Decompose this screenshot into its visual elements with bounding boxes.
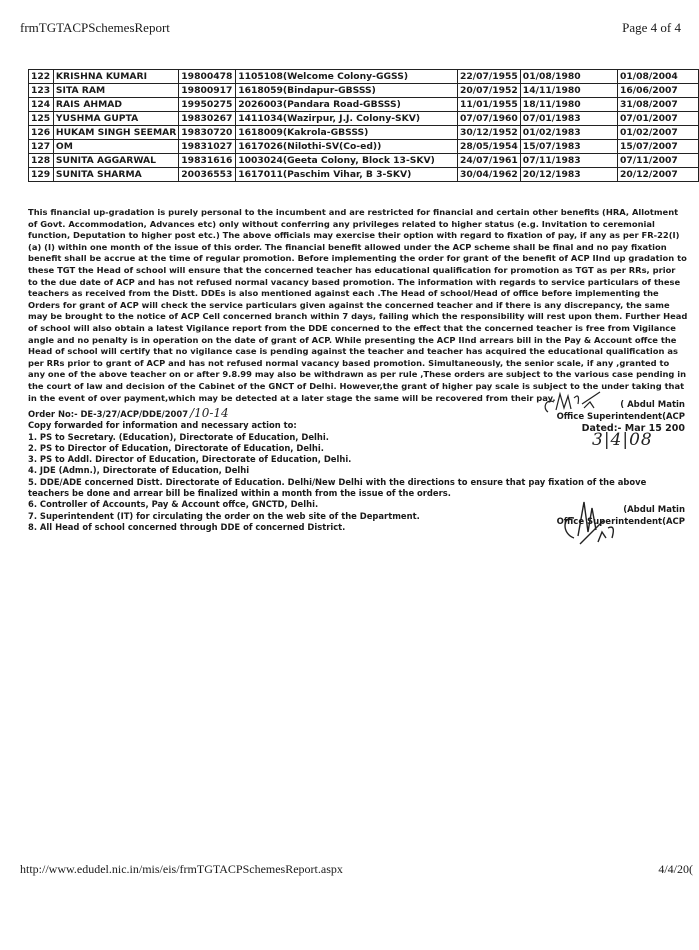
- serial-cell: 123: [29, 84, 54, 98]
- name-cell: YUSHMA GUPTA: [53, 112, 178, 126]
- name-cell: SUNITA SHARMA: [53, 168, 178, 182]
- joining-date-cell: 20/12/1983: [520, 168, 617, 182]
- dated-line: Dated:- Mar 15 200: [581, 423, 685, 434]
- acp-date-cell: 15/07/2007: [617, 140, 698, 154]
- distribution-item-4: 4. JDE (Admn.), Directorate of Education, Delhi: [28, 465, 250, 476]
- acp-date-cell: 01/08/2004: [617, 70, 698, 84]
- joining-date-cell: 01/02/1983: [520, 126, 617, 140]
- teacher-table: [28, 69, 699, 182]
- distribution-item-8: 8. All Head of school concerned through DDE of concerned District.: [28, 521, 346, 532]
- table-row: [29, 98, 699, 112]
- distribution-item-1: 1. PS to Secretary. (Education), Directorate of Education, Delhi.: [28, 431, 329, 442]
- serial-cell: 128: [29, 154, 54, 168]
- school-cell: 1617011(Paschim Vihar, B 3-SKV): [236, 168, 458, 182]
- joining-date-cell: 07/01/1983: [520, 112, 617, 126]
- employee-id-cell: 19830720: [179, 126, 236, 140]
- dob-cell: 24/07/1961: [457, 154, 520, 168]
- name-cell: KRISHNA KUMARI: [53, 70, 178, 84]
- distribution-item-5: 5. DDE/ADE concerned Distt. Directorate of Education. Delhi/New Delhi with the directions to ensure that pay fixation of the above teachers be done and arrear bill be finalized within a month from the issue of the orders.: [28, 476, 647, 499]
- joining-date-cell: 01/08/1980: [520, 70, 617, 84]
- handwritten-order-suffix: /10-14: [190, 406, 229, 420]
- school-cell: 1618059(Bindapur-GBSSS): [236, 84, 458, 98]
- dob-cell: 20/07/1952: [457, 84, 520, 98]
- name-cell: HUKAM SINGH SEEMAR: [53, 126, 178, 140]
- signatory-title: Office Superintendent(ACP: [556, 516, 685, 527]
- signature-block-2: [557, 505, 685, 528]
- table-row: [29, 168, 699, 182]
- employee-id-cell: 19831616: [179, 154, 236, 168]
- page-indicator: Page 4 of 4: [622, 20, 681, 35]
- acp-date-cell: 01/02/2007: [617, 126, 698, 140]
- table-row: [29, 70, 699, 84]
- school-cell: 1617026(Nilothi-SV(Co-ed)): [236, 140, 458, 154]
- signatory-name: (Abdul Matin: [623, 505, 685, 515]
- employee-id-cell: 19800478: [179, 70, 236, 84]
- distribution-item-2: 2. PS to Director of Education, Directorate of Education, Delhi.: [28, 442, 324, 453]
- name-cell: OM: [53, 140, 178, 154]
- distribution-item-7: 7. Superintendent (IT) for circulating the order on the web site of the Department.: [28, 510, 420, 521]
- report-title: frmTGTACPSchemesReport: [20, 20, 170, 35]
- dob-cell: 11/01/1955: [457, 98, 520, 112]
- acp-date-cell: 16/06/2007: [617, 84, 698, 98]
- name-cell: SUNITA AGGARWAL: [53, 154, 178, 168]
- school-cell: 1618009(Kakrola-GBSSS): [236, 126, 458, 140]
- joining-date-cell: 07/11/1983: [520, 154, 617, 168]
- table-row: [29, 140, 699, 154]
- serial-cell: 124: [29, 98, 54, 112]
- signatory-title: Office Superintendent(ACP: [556, 411, 685, 422]
- table-row: [29, 112, 699, 126]
- name-cell: SITA RAM: [53, 84, 178, 98]
- dob-cell: 22/07/1955: [457, 70, 520, 84]
- signatory-name: ( Abdul Matin: [620, 400, 685, 410]
- serial-cell: 129: [29, 168, 54, 182]
- acp-date-cell: 20/12/2007: [617, 168, 698, 182]
- order-number: Order No:- DE-3/27/ACP/DDE/2007: [28, 409, 189, 419]
- dob-cell: 30/04/1962: [457, 168, 520, 182]
- dob-cell: 30/12/1952: [457, 126, 520, 140]
- copy-forwarded-line: Copy forwarded for information and necessary action to:: [28, 420, 297, 431]
- employee-id-cell: 19800917: [179, 84, 236, 98]
- footer-date: 4/4/20(: [658, 862, 693, 876]
- employee-id-cell: 19950275: [179, 98, 236, 112]
- school-cell: 1105108(Welcome Colony-GGSS): [236, 70, 458, 84]
- joining-date-cell: 14/11/1980: [520, 84, 617, 98]
- serial-cell: 125: [29, 112, 54, 126]
- name-cell: RAIS AHMAD: [53, 98, 178, 112]
- handwritten-date: 3|4|08: [592, 430, 653, 450]
- distribution-item-3: 3. PS to Addl. Director of Education, Directorate of Education, Delhi.: [28, 454, 352, 465]
- acp-date-cell: 07/11/2007: [617, 154, 698, 168]
- serial-cell: 126: [29, 126, 54, 140]
- footer-url: http://www.edudel.nic.in/mis/eis/frmTGTACPSchemesReport.aspx: [20, 862, 343, 876]
- school-cell: 2026003(Pandara Road-GBSSS): [236, 98, 458, 112]
- serial-cell: 127: [29, 140, 54, 154]
- table-row: [29, 84, 699, 98]
- school-cell: 1003024(Geeta Colony, Block 13-SKV): [236, 154, 458, 168]
- joining-date-cell: 15/07/1983: [520, 140, 617, 154]
- acp-date-cell: 07/01/2007: [617, 112, 698, 126]
- dob-cell: 07/07/1960: [457, 112, 520, 126]
- joining-date-cell: 18/11/1980: [520, 98, 617, 112]
- table-row: [29, 154, 699, 168]
- serial-cell: 122: [29, 70, 54, 84]
- employee-id-cell: 19831027: [179, 140, 236, 154]
- employee-id-cell: 20036553: [179, 168, 236, 182]
- school-cell: 1411034(Wazirpur, J.J. Colony-SKV): [236, 112, 458, 126]
- dob-cell: 28/05/1954: [457, 140, 520, 154]
- terms-paragraph: This financial up-gradation is purely personal to the incumbent and are restricted for financial and certain other benefits (HRA, Allotment of Govt. Accommodation, Advances etc) only without conferring any privileges related to higher status (e.g. Invitation to ceremonial function, Deputation to higher post etc.) The above officials may exercise their option with regard to fixation of pay, if any as per FR-22(I) (a) (I) within one month of the issue of this order. The financial benefit allowed under the ACP scheme shall be final and no pay fixation benefit shall be accrue at the time of regular promotion. Before implementing the order for grant of the benefit of ACP IInd up gradation to these TGT the Head of school will ensure that the concerned teacher has educational qualification for promotion as TGT as per RRs, prior to the due date of ACP and has not refused normal vacancy based promotion. The information with regards to service particulars of these teachers as received from the Distt. DDEs is also mentioned against each .The Head of school/Head of office before implementing the Orders for grant of ACP will check the service particulars given against the concerned teacher and if there is any discrepancy, the same may be brought to the notice of ACP Cell concerned branch within 7 days, failing which the responsibility will rest upon them. Further Head of school will also obtain a latest Vigilance report from the DDE concerned to the effect that the concerned teacher is free from Vigilance angle and no penalty is in operation on the date of grant of ACP. While presenting the ACP IInd arrears bill in the Pay & Account offce the Head of school will certify that no vigilance case is pending against the teacher and teacher has acquired the educational qualification as per RRs prior to grant of ACP and has not refused normal vacancy based promotion. Simultaneously, the senior scale, if any ,granted to any one of the above teacher on or after 9.8.99 may also be withdrawn as per rule ,These orders are subject to the various case pending in the court of law and decision of the Cabinet of the GNCT of Delhi. However,the grant of higher pay scale is subject to the under taking that in the event of over payment,which may be detected at a later stage the same will be recovered from their pay.: [28, 207, 688, 403]
- acp-date-cell: 31/08/2007: [617, 98, 698, 112]
- distribution-item-6: 6. Controller of Accounts, Pay & Account offce, GNCTD, Delhi.: [28, 499, 319, 510]
- table-row: [29, 126, 699, 140]
- employee-id-cell: 19830267: [179, 112, 236, 126]
